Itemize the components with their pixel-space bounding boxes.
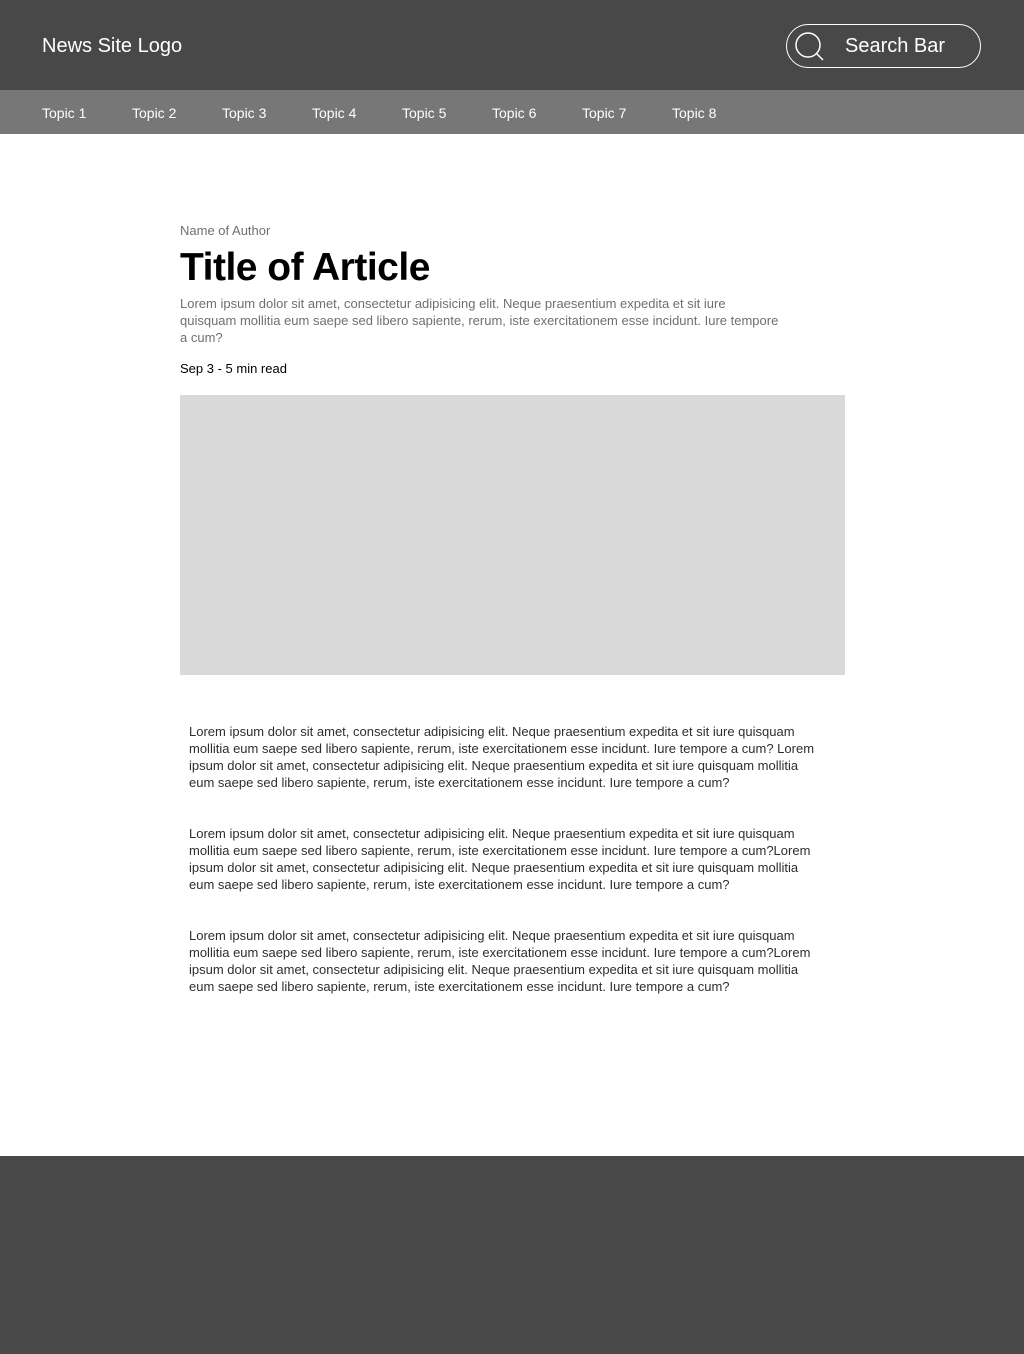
article-paragraph-2: Lorem ipsum dolor sit amet, consectetur adipisicing elit. Neque praesentium expedita et sit iure quisquam mollitia eum saepe sed libero sapiente, rerum, iste exercitationem esse incidunt. Iure tempore a cum?Lorem ipsum dolor sit amet, consectetur adipisicing elit. Neque praesentium expedita et sit iure quisquam mollitia eum saepe sed libero sapiente, rerum, iste exercitationem esse incidunt. Iure tempore a cum? xyxy=(189,826,811,892)
topic-link-7[interactable]: Topic 7 xyxy=(582,105,627,121)
article-paragraph-3: Lorem ipsum dolor sit amet, consectetur adipisicing elit. Neque praesentium expedita et sit iure quisquam mollitia eum saepe sed libero sapiente, rerum, iste exercitationem esse incidunt. Iure tempore a cum?Lorem ipsum dolor sit amet, consectetur adipisicing elit. Neque praesentium expedita et sit iure quisquam mollitia eum saepe sed libero sapiente, rerum, iste exercitationem esse incidunt. Iure tempore a cum? xyxy=(189,928,811,994)
topic-nav xyxy=(0,90,1024,134)
article-meta: Sep 3 - 5 min read xyxy=(180,361,287,376)
article-author[interactable]: Name of Author xyxy=(180,223,271,238)
topic-link-6[interactable]: Topic 6 xyxy=(492,105,537,121)
article-subtitle: Lorem ipsum dolor sit amet, consectetur adipisicing elit. Neque praesentium expedita et sit iure quisquam mollitia eum saepe sed libero sapiente, rerum, iste exercitationem esse incidunt. Iure tempore a cum? xyxy=(180,296,779,345)
topic-link-3[interactable]: Topic 3 xyxy=(222,105,267,121)
topic-link-1[interactable]: Topic 1 xyxy=(42,105,87,121)
topic-link-2[interactable]: Topic 2 xyxy=(132,105,177,121)
search-label: Search Bar xyxy=(845,35,946,57)
article-image-placeholder xyxy=(180,395,845,675)
site-header xyxy=(0,0,1024,90)
article-title: Title of Article xyxy=(180,246,430,289)
search-bar[interactable] xyxy=(786,24,981,68)
site-footer xyxy=(0,1156,1024,1354)
topic-link-4[interactable]: Topic 4 xyxy=(312,105,357,121)
article-paragraph-1: Lorem ipsum dolor sit amet, consectetur adipisicing elit. Neque praesentium expedita et sit iure quisquam mollitia eum saepe sed libero sapiente, rerum, iste exercitationem esse incidunt. Iure tempore a cum? Lorem ipsum dolor sit amet, consectetur adipisicing elit. Neque praesentium expedita et sit iure quisquam mollitia eum saepe sed libero sapiente, rerum, iste exercitationem esse incidunt. Iure tempore a cum? xyxy=(189,724,815,790)
search-icon[interactable] xyxy=(795,32,825,62)
topic-link-5[interactable]: Topic 5 xyxy=(402,105,447,121)
site-logo[interactable]: News Site Logo xyxy=(42,35,183,57)
topic-link-8[interactable]: Topic 8 xyxy=(672,105,717,121)
